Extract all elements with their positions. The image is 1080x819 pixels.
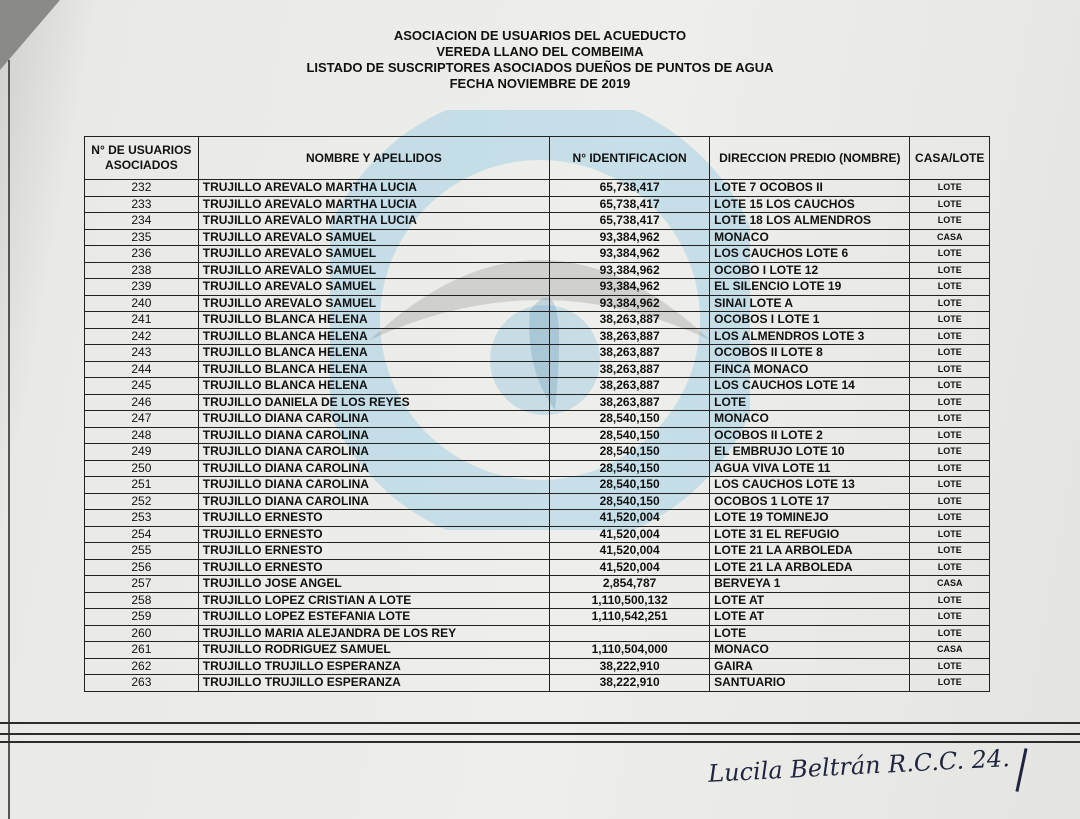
cell-dir: OCOBOS II LOTE 2: [710, 427, 910, 444]
cell-dir: LOTE 18 LOS ALMENDROS: [710, 213, 910, 230]
table-row: [85, 427, 990, 444]
cell-name: TRUJILLO ERNESTO: [198, 526, 549, 543]
cell-type: LOTE: [910, 279, 990, 296]
cell-type: LOTE: [910, 477, 990, 494]
page-edge-line: [8, 60, 10, 819]
cell-type: LOTE: [910, 460, 990, 477]
cell-name: TRUJILLO AREVALO SAMUEL: [198, 229, 549, 246]
cell-dir: BERVEYA 1: [710, 576, 910, 593]
cell-type: LOTE: [910, 361, 990, 378]
cell-dir: MONACO: [710, 229, 910, 246]
table-row: [85, 361, 990, 378]
cell-name: TRUJILLO TRUJILLO ESPERANZA: [198, 658, 549, 675]
cell-name: TRUJILLO AREVALO MARTHA LUCIA: [198, 196, 549, 213]
cell-dir: LOTE: [710, 625, 910, 642]
cell-dir: FINCA MONACO: [710, 361, 910, 378]
cell-dir: LOS ALMENDROS LOTE 3: [710, 328, 910, 345]
cell-name: TRUJILLO TRUJILLO ESPERANZA: [198, 675, 549, 692]
cell-dir: MONACO: [710, 411, 910, 428]
cell-type: LOTE: [910, 295, 990, 312]
cell-name: TRUJILLO AREVALO MARTHA LUCIA: [198, 180, 549, 197]
cell-num: 259: [85, 609, 199, 626]
table-row: [85, 625, 990, 642]
cell-type: LOTE: [910, 493, 990, 510]
cell-dir: EL EMBRUJO LOTE 10: [710, 444, 910, 461]
cell-num: 257: [85, 576, 199, 593]
cell-type: LOTE: [910, 328, 990, 345]
cell-name: TRUJILLO AREVALO SAMUEL: [198, 262, 549, 279]
cell-id: 65,738,417: [550, 196, 710, 213]
cell-type: CASA: [910, 642, 990, 659]
cell-type: LOTE: [910, 675, 990, 692]
cell-num: 245: [85, 378, 199, 395]
cell-id: 1,110,500,132: [550, 592, 710, 609]
cell-dir: LOTE 21 LA ARBOLEDA: [710, 559, 910, 576]
column-header-dir: DIRECCION PREDIO (NOMBRE): [710, 137, 910, 180]
table-row: [85, 609, 990, 626]
cell-dir: LOTE 15 LOS CAUCHOS: [710, 196, 910, 213]
table-row: [85, 295, 990, 312]
cell-dir: OCOBO I LOTE 12: [710, 262, 910, 279]
cell-name: TRUJILLO AREVALO SAMUEL: [198, 279, 549, 296]
table-row: [85, 312, 990, 329]
cell-type: LOTE: [910, 345, 990, 362]
cell-id: 28,540,150: [550, 411, 710, 428]
signature: Lucila Beltrán R.C.C. 24.: [707, 744, 1011, 788]
cell-id: 38,263,887: [550, 328, 710, 345]
table-row: [85, 493, 990, 510]
cell-dir: GAIRA: [710, 658, 910, 675]
cell-type: LOTE: [910, 394, 990, 411]
table-row: [85, 213, 990, 230]
cell-name: TRUJILLO LOPEZ CRISTIAN A LOTE: [198, 592, 549, 609]
cell-type: LOTE: [910, 411, 990, 428]
cell-name: TRUJILLO AREVALO SAMUEL: [198, 246, 549, 263]
cell-name: TRUJILLO DIANA CAROLINA: [198, 493, 549, 510]
cell-name: TRUJILLO DIANA CAROLINA: [198, 460, 549, 477]
cell-id: 38,263,887: [550, 312, 710, 329]
cell-id: 38,263,887: [550, 378, 710, 395]
cell-id: 93,384,962: [550, 229, 710, 246]
cell-num: 240: [85, 295, 199, 312]
cell-dir: SANTUARIO: [710, 675, 910, 692]
cell-num: 258: [85, 592, 199, 609]
cell-id: 28,540,150: [550, 477, 710, 494]
cell-num: 254: [85, 526, 199, 543]
cell-id: 28,540,150: [550, 493, 710, 510]
header-line-3: LISTADO DE SUSCRIPTORES ASOCIADOS DUEÑOS DE PUNTOS DE AGUA: [306, 60, 774, 75]
cell-type: LOTE: [910, 427, 990, 444]
cell-id: 38,222,910: [550, 675, 710, 692]
cell-dir: OCOBOS 1 LOTE 17: [710, 493, 910, 510]
cell-name: TRUJILLO MARIA ALEJANDRA DE LOS REY: [198, 625, 549, 642]
header-line-1: ASOCIACION DE USUARIOS DEL ACUEDUCTO: [393, 28, 687, 43]
cell-num: 252: [85, 493, 199, 510]
cell-name: TRUJILLO AREVALO MARTHA LUCIA: [198, 213, 549, 230]
header-line-2: VEREDA LLANO DEL COMBEIMA: [436, 44, 644, 59]
cell-id: 28,540,150: [550, 444, 710, 461]
cell-dir: LOS CAUCHOS LOTE 13: [710, 477, 910, 494]
cell-type: CASA: [910, 229, 990, 246]
cell-num: 248: [85, 427, 199, 444]
cell-id: 28,540,150: [550, 460, 710, 477]
cell-id: 41,520,004: [550, 510, 710, 527]
cell-num: 247: [85, 411, 199, 428]
cell-name: TRUJILLO DIANA CAROLINA: [198, 444, 549, 461]
cell-dir: EL SILENCIO LOTE 19: [710, 279, 910, 296]
table-row: [85, 592, 990, 609]
cell-num: 253: [85, 510, 199, 527]
cell-num: 251: [85, 477, 199, 494]
cell-num: 236: [85, 246, 199, 263]
cell-type: LOTE: [910, 213, 990, 230]
cell-name: TRUJILLO RODRIGUEZ SAMUEL: [198, 642, 549, 659]
cell-id: 93,384,962: [550, 262, 710, 279]
table-row: [85, 510, 990, 527]
cell-num: 239: [85, 279, 199, 296]
cell-dir: LOTE: [710, 394, 910, 411]
cell-num: 241: [85, 312, 199, 329]
cell-name: TRUJILLO AREVALO SAMUEL: [198, 295, 549, 312]
cell-type: LOTE: [910, 510, 990, 527]
cell-id: [550, 625, 710, 642]
cell-type: LOTE: [910, 559, 990, 576]
cell-num: 233: [85, 196, 199, 213]
table-row: [85, 526, 990, 543]
cell-dir: LOS CAUCHOS LOTE 14: [710, 378, 910, 395]
cell-num: 261: [85, 642, 199, 659]
cell-id: 93,384,962: [550, 279, 710, 296]
cell-dir: LOTE 31 EL REFUGIO: [710, 526, 910, 543]
cell-type: LOTE: [910, 592, 990, 609]
cell-type: LOTE: [910, 658, 990, 675]
cell-type: LOTE: [910, 312, 990, 329]
cell-num: 244: [85, 361, 199, 378]
table-row: [85, 246, 990, 263]
cell-name: TRUJILLO DIANA CAROLINA: [198, 411, 549, 428]
cell-name: TRUJILLO ERNESTO: [198, 559, 549, 576]
cell-dir: LOTE 19 TOMINEJO: [710, 510, 910, 527]
cell-num: 238: [85, 262, 199, 279]
cell-num: 262: [85, 658, 199, 675]
cell-name: TRUJILLO ERNESTO: [198, 543, 549, 560]
table-row: [85, 576, 990, 593]
cell-dir: LOTE 7 OCOBOS II: [710, 180, 910, 197]
cell-num: 246: [85, 394, 199, 411]
cell-name: TRUJILLO ERNESTO: [198, 510, 549, 527]
cell-type: LOTE: [910, 543, 990, 560]
cell-num: 234: [85, 213, 199, 230]
column-header-name: NOMBRE Y APELLIDOS: [198, 137, 549, 180]
fold-line: [0, 722, 1080, 724]
cell-id: 38,222,910: [550, 658, 710, 675]
table-row: [85, 460, 990, 477]
table-row: [85, 328, 990, 345]
table-row: [85, 642, 990, 659]
cell-name: TRUJILLO BLANCA HELENA: [198, 328, 549, 345]
cell-type: LOTE: [910, 180, 990, 197]
cell-name: TRUJILLO BLANCA HELENA: [198, 345, 549, 362]
cell-id: 28,540,150: [550, 427, 710, 444]
cell-dir: LOTE AT: [710, 592, 910, 609]
table-row: [85, 411, 990, 428]
cell-num: 249: [85, 444, 199, 461]
cell-dir: LOS CAUCHOS LOTE 6: [710, 246, 910, 263]
document-header: [0, 28, 1080, 92]
cell-id: 93,384,962: [550, 246, 710, 263]
cell-dir: OCOBOS I LOTE 1: [710, 312, 910, 329]
cell-id: 1,110,504,000: [550, 642, 710, 659]
cell-id: 38,263,887: [550, 394, 710, 411]
cell-dir: AGUA VIVA LOTE 11: [710, 460, 910, 477]
cell-dir: MONACO: [710, 642, 910, 659]
cell-id: 38,263,887: [550, 361, 710, 378]
table-row: [85, 394, 990, 411]
cell-type: LOTE: [910, 526, 990, 543]
cell-dir: LOTE 21 LA ARBOLEDA: [710, 543, 910, 560]
table-row: [85, 279, 990, 296]
cell-name: TRUJILLO BLANCA HELENA: [198, 361, 549, 378]
cell-num: 242: [85, 328, 199, 345]
cell-dir: SINAI LOTE A: [710, 295, 910, 312]
table-row: [85, 444, 990, 461]
fold-line: [0, 741, 1080, 743]
table-row: [85, 196, 990, 213]
cell-name: TRUJILLO BLANCA HELENA: [198, 312, 549, 329]
cell-num: 235: [85, 229, 199, 246]
table-row: [85, 559, 990, 576]
table-row: [85, 543, 990, 560]
cell-id: 1,110,542,251: [550, 609, 710, 626]
cell-type: LOTE: [910, 444, 990, 461]
cell-id: 41,520,004: [550, 559, 710, 576]
cell-num: 256: [85, 559, 199, 576]
cell-id: 93,384,962: [550, 295, 710, 312]
table-row: [85, 262, 990, 279]
cell-dir: LOTE AT: [710, 609, 910, 626]
signature-stroke: [1015, 748, 1027, 792]
cell-num: 232: [85, 180, 199, 197]
cell-name: TRUJILLO BLANCA HELENA: [198, 378, 549, 395]
cell-type: LOTE: [910, 196, 990, 213]
cell-num: 255: [85, 543, 199, 560]
cell-num: 260: [85, 625, 199, 642]
cell-id: 2,854,787: [550, 576, 710, 593]
cell-type: CASA: [910, 576, 990, 593]
cell-num: 250: [85, 460, 199, 477]
cell-id: 65,738,417: [550, 180, 710, 197]
cell-num: 243: [85, 345, 199, 362]
cell-name: TRUJILLO DIANA CAROLINA: [198, 477, 549, 494]
table-row: [85, 658, 990, 675]
cell-type: LOTE: [910, 378, 990, 395]
table-header-row: [85, 137, 990, 180]
cell-name: TRUJILLO LOPEZ ESTEFANIA LOTE: [198, 609, 549, 626]
column-header-id: N° IDENTIFICACION: [550, 137, 710, 180]
cell-type: LOTE: [910, 246, 990, 263]
table-row: [85, 229, 990, 246]
cell-dir: OCOBOS II LOTE 8: [710, 345, 910, 362]
cell-id: 41,520,004: [550, 526, 710, 543]
column-header-num: N° DE USUARIOS ASOCIADOS: [85, 137, 199, 180]
cell-id: 38,263,887: [550, 345, 710, 362]
cell-name: TRUJILLO DANIELA DE LOS REYES: [198, 394, 549, 411]
fold-line: [0, 733, 1080, 735]
table-row: [85, 675, 990, 692]
cell-type: LOTE: [910, 625, 990, 642]
table-row: [85, 180, 990, 197]
cell-type: LOTE: [910, 609, 990, 626]
cell-id: 65,738,417: [550, 213, 710, 230]
table-row: [85, 378, 990, 395]
subscribers-table: [84, 136, 990, 692]
cell-name: TRUJILLO JOSE ANGEL: [198, 576, 549, 593]
cell-id: 41,520,004: [550, 543, 710, 560]
header-line-4: FECHA NOVIEMBRE DE 2019: [449, 76, 631, 91]
table-row: [85, 477, 990, 494]
column-header-type: CASA/LOTE: [910, 137, 990, 180]
table-row: [85, 345, 990, 362]
cell-num: 263: [85, 675, 199, 692]
cell-type: LOTE: [910, 262, 990, 279]
cell-name: TRUJILLO DIANA CAROLINA: [198, 427, 549, 444]
